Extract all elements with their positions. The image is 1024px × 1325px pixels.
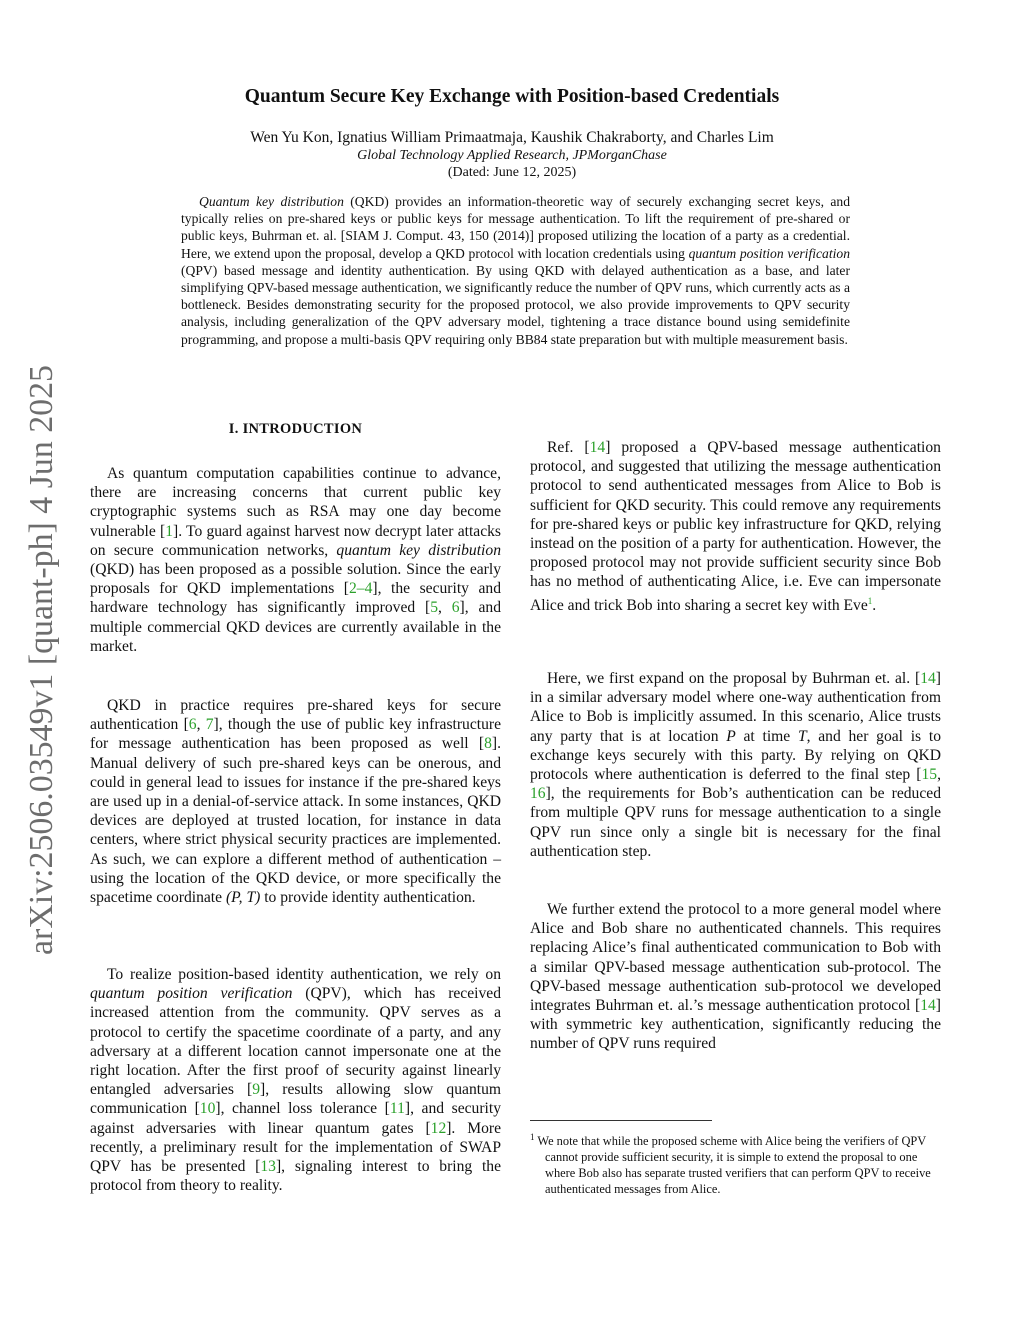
arxiv-stamp: [14, 360, 64, 960]
citation-link[interactable]: 6: [188, 716, 197, 734]
footnote-marker[interactable]: 1: [867, 595, 873, 606]
citation-link[interactable]: 9: [252, 1081, 261, 1099]
citation-link[interactable]: 11: [389, 1100, 405, 1118]
arxiv-stamp-text: arXiv:2506.03549v1 [quant-ph] 4 Jun 2025: [23, 362, 60, 955]
citation-link[interactable]: 8: [484, 735, 492, 753]
paper-title: Quantum Secure Key Exchange with Position-based Credentials: [244, 86, 780, 107]
abstract: Quantum key distribution (QKD) provides an information-theoretic way of securely exchanging secret keys, and typically relies on pre-shared keys or public keys for message authentication. To lift the requirement of pre-shared or public keys, Buhrman et. al. [SIAM J. Comput. 43, 150 (2014)] proposed utilizing the location of a party as a credential. Here, we extend upon the proposal, develop a QKD protocol with location credentials using quantum position verification (QPV) based message and identity authentication. By using QKD with delayed authentication as a base, and later simplifying QPV-based message authentication, we significantly reduce the number of QPV runs, which currently acts as a bottleneck. Besides demonstrating security for the proposed protocol, we also provide improvements to QPV security analysis, including generalization of the QPV adversary model, tightening a trace distance bound using semidefinite programming, and propose a multi-basis QPV requiring only BB84 state preparation but with multiple measurement basis.: [181, 194, 850, 347]
affiliation: Global Technology Applied Research, JPMorganChase: [357, 148, 667, 163]
date-line: (Dated: June 12, 2025): [447, 165, 577, 180]
citation-link[interactable]: 1: [165, 522, 174, 540]
intro-paragraph-3: To realize position-based identity authentication, we rely on quantum position verification (QPV), which has received increased attention from the community. QPV serves as a protocol to certify the spacetime coordinate of a party, and any adversary at a different location cannot impersonate one at the right location. After the first proof of security against linearly entangled adversaries [9], results allowing slow quantum communication [10], channel loss tolerance [11], and security against adversaries with linear quantum gates [12]. More recently, a preliminary result for the implementation of SWAP QPV has be presented [13], signaling interest to bring the protocol from theory to reality.: [90, 966, 501, 1195]
intro-paragraph-4: Ref. [14] proposed a QPV-based message authentication protocol, and suggested that utilizing the message authentication protocol to send authenticated messages from Alice to Bob is sufficient for QKD security. This could remove any requirements for pre-shared keys or public key infrastructure for QKD, relying instead on the position of a party for authentication. However, the proposed protocol may not provide sufficient security since Bob has no method of authenticating Alice, i.e. Eve can impersonate Alice and trick Bob into sharing a secret key with Eve$^1$.: [530, 439, 941, 614]
intro-paragraph-6: We further extend the protocol to a more general model where Alice and Bob share no authenticated channels. This requires replacing Alice’s final authenticated communication to Bob with a similar QPV-based message authentication sub-protocol. The QPV-based message authentication sub-protocol we developed integrates Buhrman et. al.’s message authentication protocol [14] with symmetric key authentication, significantly reducing the number of QPV runs required: [530, 901, 941, 1053]
citation-link[interactable]: 14: [920, 670, 936, 687]
intro-paragraph-5: Here, we first expand on the proposal by Buhrman et. al. [14] in a similar adversary model where one-way authentication from Alice to Bob is implicitly assumed. In this scenario, Alice trusts any party that is at location P at time T, and her goal is to exchange keys securely with this party. By relying on QKD protocols where authentication is deferred to the final step [15, 16], the requirements for Bob’s authentication can be reduced from multiple QPV runs for message authentication to a single QPV run since only a single bit is necessary for the final authentication step.: [530, 670, 941, 860]
abstract-term-qpv: quantum position verification: [688, 245, 850, 261]
intro-paragraph-2: QKD in practice requires pre-shared keys for secure authentication [6, 7], though the use of public key infrastructure for message authentication has been proposed as well [8]. Manual delivery of such pre-shared keys can be onerous, and could in general lead to issues for instance if the pre-shared keys are used up in a denial-of-service attack. In some instances, QKD devices are deployed at trusted location, for instance in data centers, where strict physical security practices are implemented. As such, we can explore a different method of authentication – using the location of the QKD device, or more specifically the spacetime coordinate (P, T) to provide identity authentication.: [90, 697, 501, 907]
citation-link[interactable]: 10: [199, 1100, 216, 1118]
intro-paragraph-1: As quantum computation capabilities continue to advance, there are increasing concerns that current public key cryptographic systems such as RSA may one day become vulnerable [1]. To guard against harvest now decrypt later attacks on secure communication networks, quantum key distribution (QKD) has been proposed as a possible solution. Since the early proposals for QKD implementations [2–4], the security and hardware technology has significantly improved [5, 6], and multiple commercial QKD devices are currently available in the market.: [90, 465, 502, 655]
citation-link[interactable]: 16: [530, 785, 546, 803]
citation-link[interactable]: 7: [205, 716, 214, 734]
citation-link[interactable]: 6: [451, 599, 460, 617]
citation-link[interactable]: 14: [920, 997, 936, 1015]
arxiv-stamp-svg: [14, 360, 64, 960]
citation-link[interactable]: 12: [430, 1119, 447, 1137]
citation-link[interactable]: 5: [430, 599, 438, 617]
citation-link[interactable]: 15: [921, 766, 938, 784]
citation-link[interactable]: 14: [589, 439, 606, 456]
footnote-divider: [530, 1120, 712, 1121]
footnote-number: 1: [530, 1132, 535, 1142]
section-heading-introduction: I. INTRODUCTION: [228, 421, 363, 437]
author-list: Wen Yu Kon, Ignatius William Primaatmaja, Kaushik Chakraborty, and Charles Lim: [250, 129, 774, 146]
footnote-1: $^1$ We note that while the proposed scheme with Alice being the verifiers of QPV cannot provide sufficient security, it is simple to extend the proposal to one where Bob also has separate trusted verifiers that can perform QPV to receive authenticated messages from Alice.: [530, 1132, 931, 1197]
citation-link[interactable]: 2–4: [349, 580, 373, 598]
citation-link[interactable]: 13: [260, 1158, 276, 1176]
abstract-term-qkd: Quantum key distribution: [199, 194, 344, 209]
